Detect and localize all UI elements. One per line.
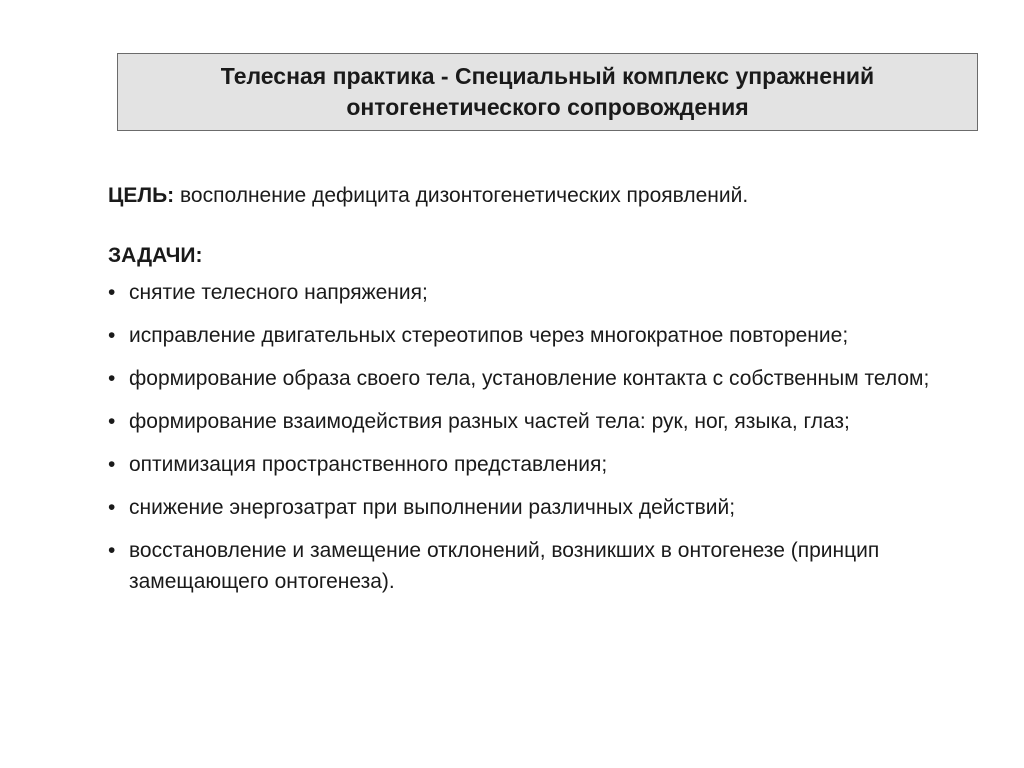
slide-content bbox=[108, 180, 968, 609]
goal-text: восполнение дефицита дизонтогенетических проявлений. bbox=[174, 184, 749, 207]
task-item-1 bbox=[108, 277, 968, 308]
task-item-4 bbox=[108, 406, 968, 437]
task-item-2 bbox=[108, 320, 968, 351]
slide-title-box bbox=[117, 53, 978, 131]
task-item-6 bbox=[108, 492, 968, 523]
bullet-icon: • bbox=[108, 324, 116, 347]
task-text: оптимизация пространственного представления; bbox=[129, 453, 608, 476]
bullet-icon: • bbox=[108, 453, 116, 476]
task-text: восстановление и замещение отклонений, возникших в онтогенезе (принцип замещающего онтогенеза). bbox=[129, 539, 880, 593]
task-text: снятие телесного напряжения; bbox=[129, 281, 428, 304]
tasks-heading: ЗАДАЧИ: bbox=[108, 244, 203, 267]
task-text: исправление двигательных стереотипов через многократное повторение; bbox=[129, 324, 849, 347]
goal-paragraph bbox=[108, 180, 968, 211]
slide-title: Телесная практика - Специальный комплекс упражнений онтогенетического сопровождения bbox=[220, 63, 875, 120]
task-item-5 bbox=[108, 449, 968, 480]
bullet-icon: • bbox=[108, 281, 116, 304]
task-text: формирование образа своего тела, установление контакта с собственным телом; bbox=[129, 367, 930, 390]
goal-label: ЦЕЛЬ: bbox=[108, 184, 175, 207]
bullet-icon: • bbox=[108, 496, 116, 519]
bullet-icon: • bbox=[108, 410, 116, 433]
task-item-3 bbox=[108, 363, 968, 394]
tasks-list bbox=[108, 277, 968, 597]
task-item-7 bbox=[108, 535, 968, 597]
bullet-icon: • bbox=[108, 539, 116, 562]
task-text: снижение энергозатрат при выполнении различных действий; bbox=[129, 496, 736, 519]
bullet-icon: • bbox=[108, 367, 116, 390]
task-text: формирование взаимодействия разных частей тела: рук, ног, языка, глаз; bbox=[129, 410, 850, 433]
